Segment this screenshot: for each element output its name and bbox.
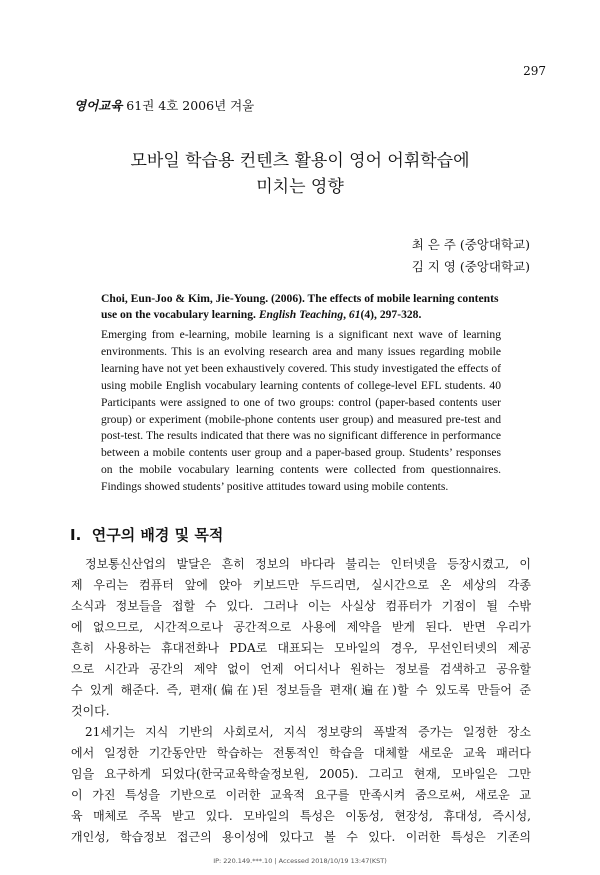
body-line: 21세기는 지식 기반의 사회로서, 지식 정보량의 폭발적 증가는 일정한 장소 [85, 725, 531, 739]
body-line: 이 가진 특성을 기반으로 이러한 교육적 요구를 만족시켜 줌으로써, 새로운 교 [71, 788, 531, 802]
section-heading [70, 524, 223, 545]
body-line: 소식과 정보들을 접할 수 있다. 그러나 이는 사실상 컴퓨터가 기점이 될 수밖 [71, 599, 531, 613]
paper-title [0, 148, 600, 200]
citation [101, 291, 501, 323]
abstract: Emerging from e-learning, mobile learning is a significant next wave of learning environments. This is an evolving research area and many issues regarding mobile learning have not yet been exhaustively covered. This study investigated the effects of using mobile English vocabulary learning contents of college-level EFL students. 40 Participants were assigned to one of two groups: control (paper-based contents user group) or experiment (mobile-phone contents user group) and measured pre-test and post-test. The results indicated that there was no significant difference in performance between a mobile contents user group and a paper-based group. Students’ responses on the mobile vocabulary learning contents were collected from questionnaires. Findings showed students’ positive attitudes toward using mobile contents. [101, 328, 501, 494]
body-text [71, 554, 531, 848]
body-line: 흔히 사용하는 휴대전화나 PDA로 대표되는 모바일의 경우, 무선인터넷의 제공 [71, 641, 531, 655]
citation-line-1: Choi, Eun-Joo & Kim, Jie-Young. (2006). The effects of mobile learning contents [101, 292, 499, 305]
author-2 [412, 256, 530, 278]
author-list [412, 234, 530, 278]
body-line: 에서 일정한 기간동안만 학습하는 전통적인 학습을 대체할 새로운 교육 패러다 [71, 746, 531, 760]
body-line: 임을 요구하게 되었다(한국교육학술정보원, 2005). 그리고 현재, 모바일은 그만 [71, 767, 531, 781]
author-affiliation: (중앙대학교) [459, 259, 530, 274]
body-line: 것이다. [71, 704, 110, 718]
journal-name: 영어교육 [74, 98, 123, 113]
author-name: 김 지 영 [411, 259, 456, 274]
author-name: 최 은 주 [411, 237, 456, 252]
author-1 [412, 234, 530, 256]
body-line: 육 매체로 주목 받고 있다. 모바일의 특성은 이동성, 현장성, 휴대성, 즉시성, [71, 809, 531, 823]
body-line: 에 없으므로, 시간적으로나 공간적으로 사용에 제약을 받게 된다. 반면 우리가 [71, 620, 531, 634]
body-line: 으로 시간과 공간의 제약 없이 언제 어디서나 원하는 정보를 검색하고 공유할 [71, 662, 531, 676]
page-number: 297 [523, 64, 546, 78]
body-line: 제 우리는 컴퓨터 앞에 앉아 키보드만 두드리면, 실시간으로 온 세상의 각종 [71, 578, 531, 592]
citation-volume: 61 [348, 308, 361, 321]
access-footer: IP: 220.149.***.10 | Accessed 2018/10/19 13:47(KST) [213, 857, 387, 865]
body-line: 수 있게 해준다. 즉, 편재(偏在)된 정보들을 편재(遍在)할 수 있도록 만들어 준 [71, 683, 531, 697]
title-line-1: 모바일 학습용 컨텐츠 활용이 영어 어휘학습에 [130, 151, 470, 171]
author-affiliation: (중앙대학교) [459, 237, 530, 252]
citation-journal: English Teaching [258, 308, 344, 321]
section-number: I. [70, 526, 82, 544]
citation-line-2: use on the vocabulary learning. English Teaching, 61(4), 297-328. [101, 308, 422, 321]
section-title: 연구의 배경 및 목적 [91, 526, 224, 544]
title-line-2: 미치는 영향 [256, 177, 344, 197]
body-line: 정보통신산업의 발달은 흔히 정보의 바다라 불리는 인터넷을 등장시켰고, 이 [85, 557, 531, 571]
journal-issue: 61권 4호 2006년 겨울 [126, 98, 255, 113]
body-line: 개인성, 학습정보 접근의 용이성에 있다고 볼 수 있다. 이러한 특성은 기존의 [71, 830, 531, 844]
journal-header [74, 96, 254, 114]
